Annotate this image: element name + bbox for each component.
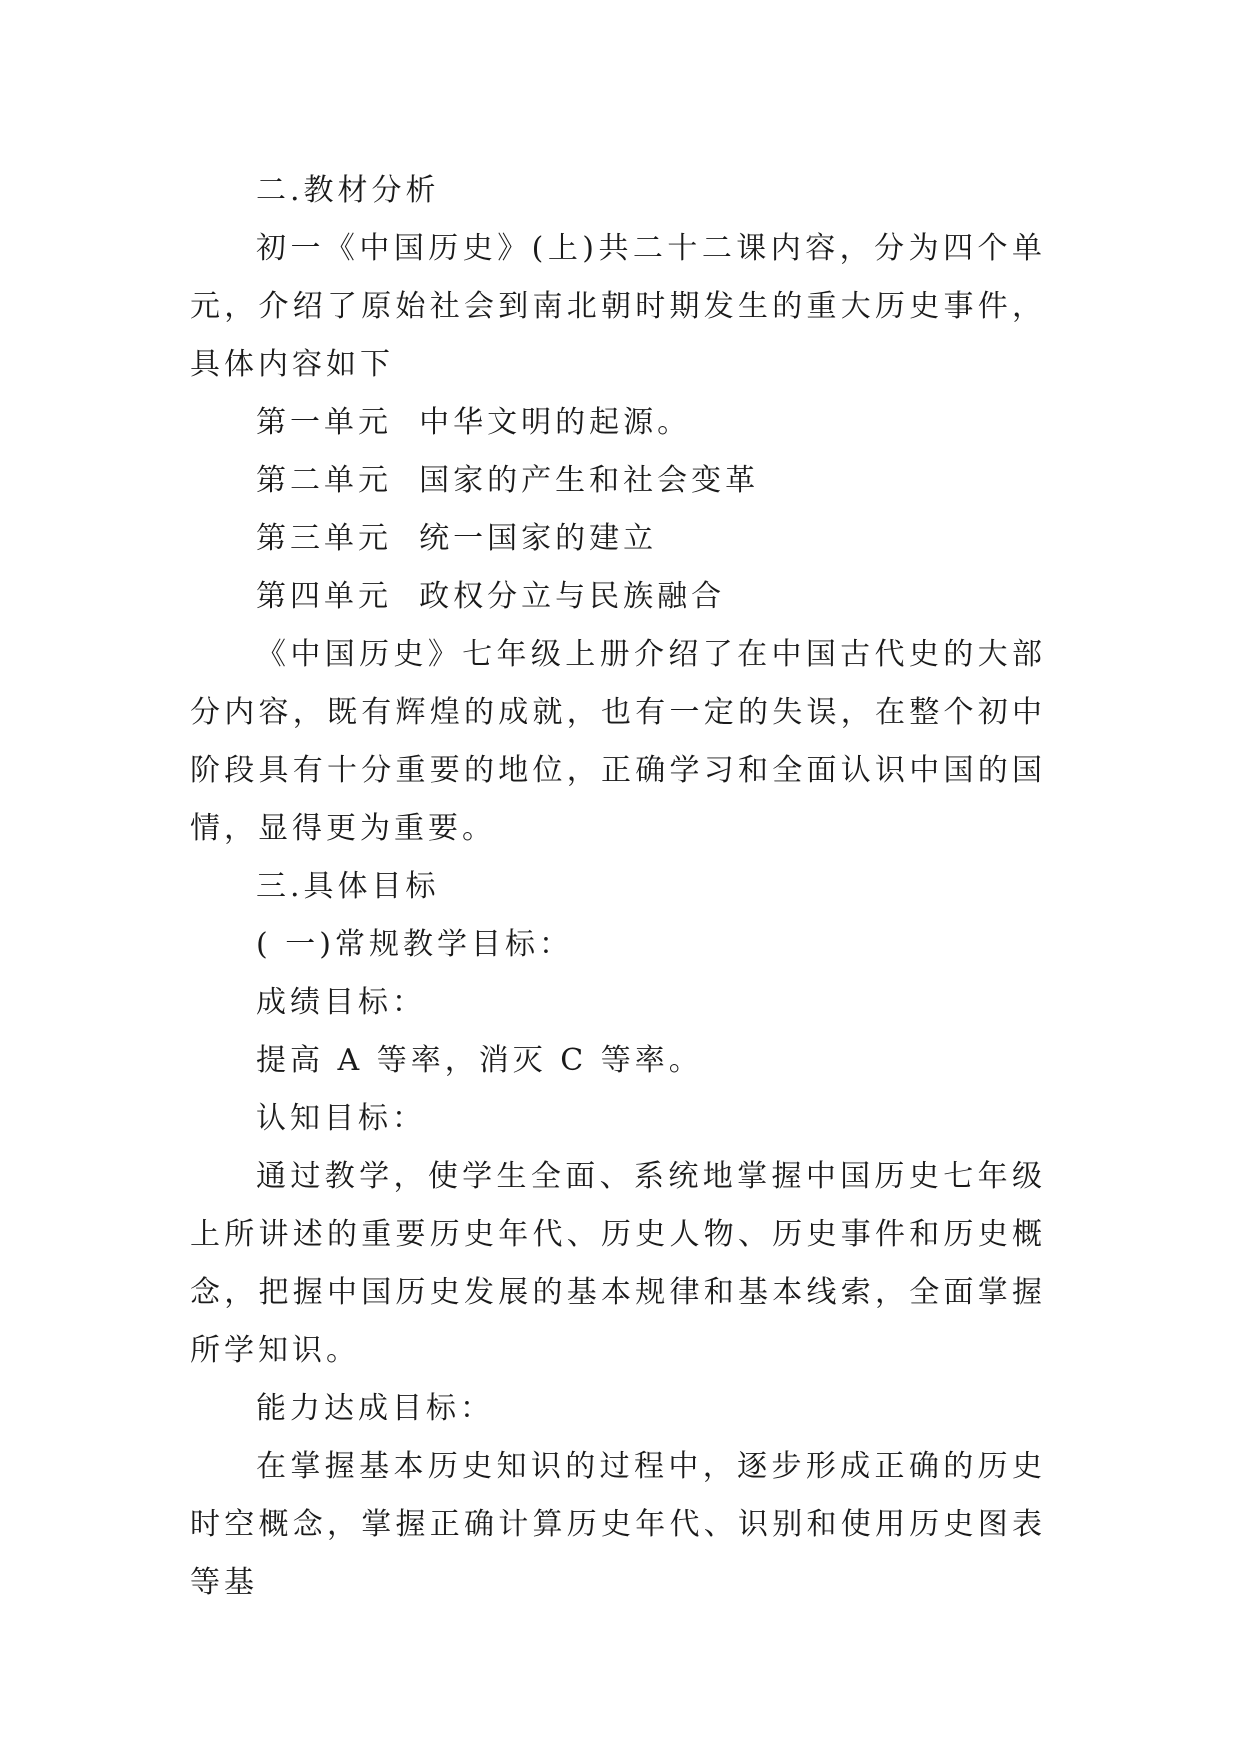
- paragraph: 在掌握基本历史知识的过程中，逐步形成正确的历史时空概念，掌握正确计算历史年代、识别和使用历史图表等基: [190, 1449, 1046, 1600]
- goal-label: 认知目标：: [256, 1101, 426, 1136]
- unit-line: 第二单元 国家的产生和社会变革: [256, 463, 760, 498]
- section-heading: 二.教材分析: [256, 173, 440, 208]
- unit-line: 第三单元 统一国家的建立: [256, 521, 658, 556]
- paragraph: 通过教学，使学生全面、系统地掌握中国历史七年级上所讲述的重要历史年代、历史人物、历史事件和历史概念，把握中国历史发展的基本规律和基本线索，全面掌握所学知识。: [190, 1159, 1046, 1368]
- paragraph: 初一《中国历史》(上)共二十二课内容，分为四个单元，介绍了原始社会到南北朝时期发生的重大历史事件，具体内容如下: [190, 231, 1046, 382]
- section-heading: 三.具体目标: [256, 869, 440, 904]
- document-body: [190, 162, 1046, 1612]
- unit-line: 第一单元 中华文明的起源。: [256, 405, 692, 440]
- subsection-heading: ( 一)常规教学目标：: [256, 927, 573, 962]
- goal-text: 提高 A 等率，消灭 C 等率。: [256, 1043, 703, 1078]
- paragraph: 《中国历史》七年级上册介绍了在中国古代史的大部分内容，既有辉煌的成就，也有一定的失误，在整个初中阶段具有十分重要的地位，正确学习和全面认识中国的国情，显得更为重要。: [190, 637, 1046, 846]
- goal-label: 成绩目标：: [256, 985, 426, 1020]
- unit-line: 第四单元 政权分立与民族融合: [256, 579, 726, 614]
- goal-label: 能力达成目标：: [256, 1391, 494, 1426]
